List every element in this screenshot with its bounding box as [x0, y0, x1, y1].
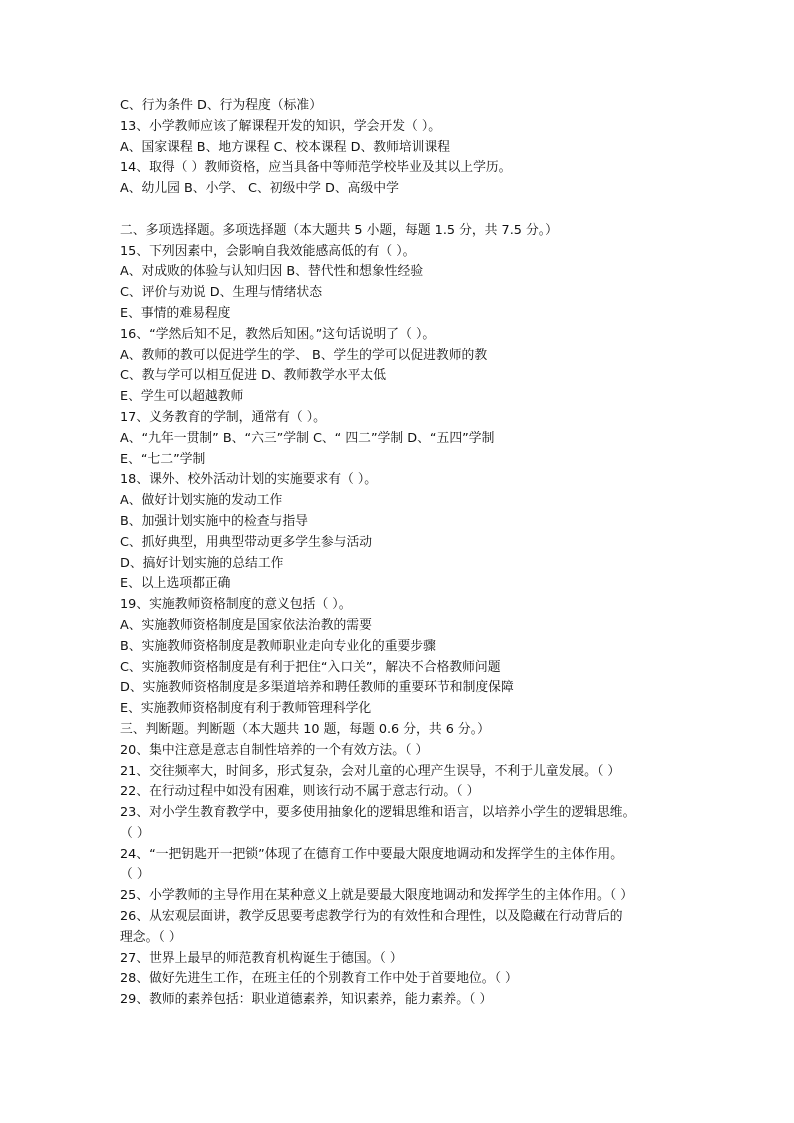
- question-17-options: A、“九年一贯制” B、“六三”学制 C、“ 四二”学制 D、“五四”学制: [120, 430, 495, 446]
- question-28: 28、做好先进生工作，在班主任的个别教育工作中处于首要地位。（ ）: [120, 971, 518, 987]
- section-heading-multiple-choice: 二、多项选择题。多项选择题（本大题共 5 小题，每题 1.5 分，共 7.5 分。）: [120, 222, 558, 238]
- question-16-option-ab: A、教师的教可以促进学生的学、 B、学生的学可以促进教师的教: [120, 347, 488, 363]
- question-18-option-a: A、做好计划实施的发动工作: [120, 493, 283, 509]
- question-24: 24、“一把钥匙开一把锁”体现了在德育工作中要最大限度地调动和发挥学生的主体作用。: [120, 846, 624, 862]
- question-19-option-c: C、实施教师资格制度是有利于把住“入口关”，解决不合格教师问题: [120, 659, 501, 675]
- question-17: 17、义务教育的学制，通常有（ ）。: [120, 409, 326, 425]
- question-24-answer-blank: （ ）: [120, 867, 150, 883]
- question-15: 15、下列因素中，会影响自我效能感高低的有（ ）。: [120, 243, 416, 259]
- question-19: 19、实施教师资格制度的意义包括（ ）。: [120, 597, 352, 613]
- question-22: 22、在行动过程中如没有困难，则该行动不属于意志行动。（ ）: [120, 784, 480, 800]
- question-16-option-e: E、学生可以超越教师: [120, 389, 244, 405]
- question-15-option-ab: A、对成败的体验与认知归因 B、替代性和想象性经验: [120, 264, 424, 280]
- question-23: 23、对小学生教育教学中，要多使用抽象化的逻辑思维和语言，以培养小学生的逻辑思维。: [120, 805, 636, 821]
- question-26-continued: 理念。（ ）: [120, 929, 182, 945]
- blank-line: [120, 200, 680, 221]
- question-25: 25、小学教师的主导作用在某种意义上就是要最大限度地调动和发挥学生的主体作用。（ ）: [120, 888, 634, 904]
- question-18-option-b: B、加强计划实施中的检查与指导: [120, 513, 308, 529]
- question-23-answer-blank: （ ）: [120, 825, 150, 841]
- question-14-options: A、幼儿园 B、小学、 C、初级中学 D、高级中学: [120, 181, 399, 197]
- text-line: C、行为条件 D、行为程度（标准）: [120, 98, 323, 113]
- question-19-option-b: B、实施教师资格制度是教师职业走向专业化的重要步骤: [120, 638, 436, 654]
- question-15-option-e: E、事情的难易程度: [120, 305, 231, 321]
- question-20: 20、集中注意是意志自制性培养的一个有效方法。（ ）: [120, 742, 429, 758]
- question-19-option-a: A、实施教师资格制度是国家依法治教的需要: [120, 617, 372, 633]
- question-13-options: A、国家课程 B、地方课程 C、校本课程 D、教师培训课程: [120, 139, 451, 155]
- question-19-option-e: E、实施教师资格制度有利于教师管理科学化: [120, 701, 372, 717]
- document-page: [120, 96, 680, 1011]
- question-27: 27、世界上最早的师范教育机构诞生于德国。（ ）: [120, 950, 403, 966]
- question-29: 29、教师的素养包括：职业道德素养，知识素养，能力素养。（ ）: [120, 992, 493, 1008]
- question-13: 13、小学教师应该了解课程开发的知识，学会开发（ ）。: [120, 118, 442, 134]
- question-18: 18、课外、校外活动计划的实施要求有（ ）。: [120, 472, 378, 488]
- question-19-option-d: D、实施教师资格制度是多渠道培养和聘任教师的重要环节和制度保障: [120, 680, 514, 696]
- question-16: 16、“学然后知不足，教然后知困。”这句话说明了（ ）。: [120, 326, 436, 342]
- question-15-option-cd: C、评价与劝说 D、生理与情绪状态: [120, 285, 323, 301]
- question-18-option-e: E、以上选项都正确: [120, 576, 231, 592]
- question-26: 26、从宏观层面讲，教学反思要考虑教学行为的有效性和合理性，以及隐藏在行动背后的: [120, 909, 623, 925]
- question-18-option-d: D、搞好计划实施的总结工作: [120, 555, 284, 571]
- question-14: 14、取得（ ）教师资格，应当具备中等师范学校毕业及其以上学历。: [120, 160, 512, 176]
- question-21: 21、交往频率大，时间多，形式复杂，会对儿童的心理产生误导，不利于儿童发展。（ ）: [120, 763, 621, 779]
- question-18-option-c: C、抓好典型，用典型带动更多学生参与活动: [120, 534, 373, 550]
- section-heading-true-false: 三、判断题。判断题（本大题共 10 题，每题 0.6 分，共 6 分。）: [120, 721, 490, 737]
- question-16-option-cd: C、教与学可以相互促进 D、教师教学水平太低: [120, 368, 386, 384]
- question-17-option-e: E、“七二”学制: [120, 451, 206, 467]
